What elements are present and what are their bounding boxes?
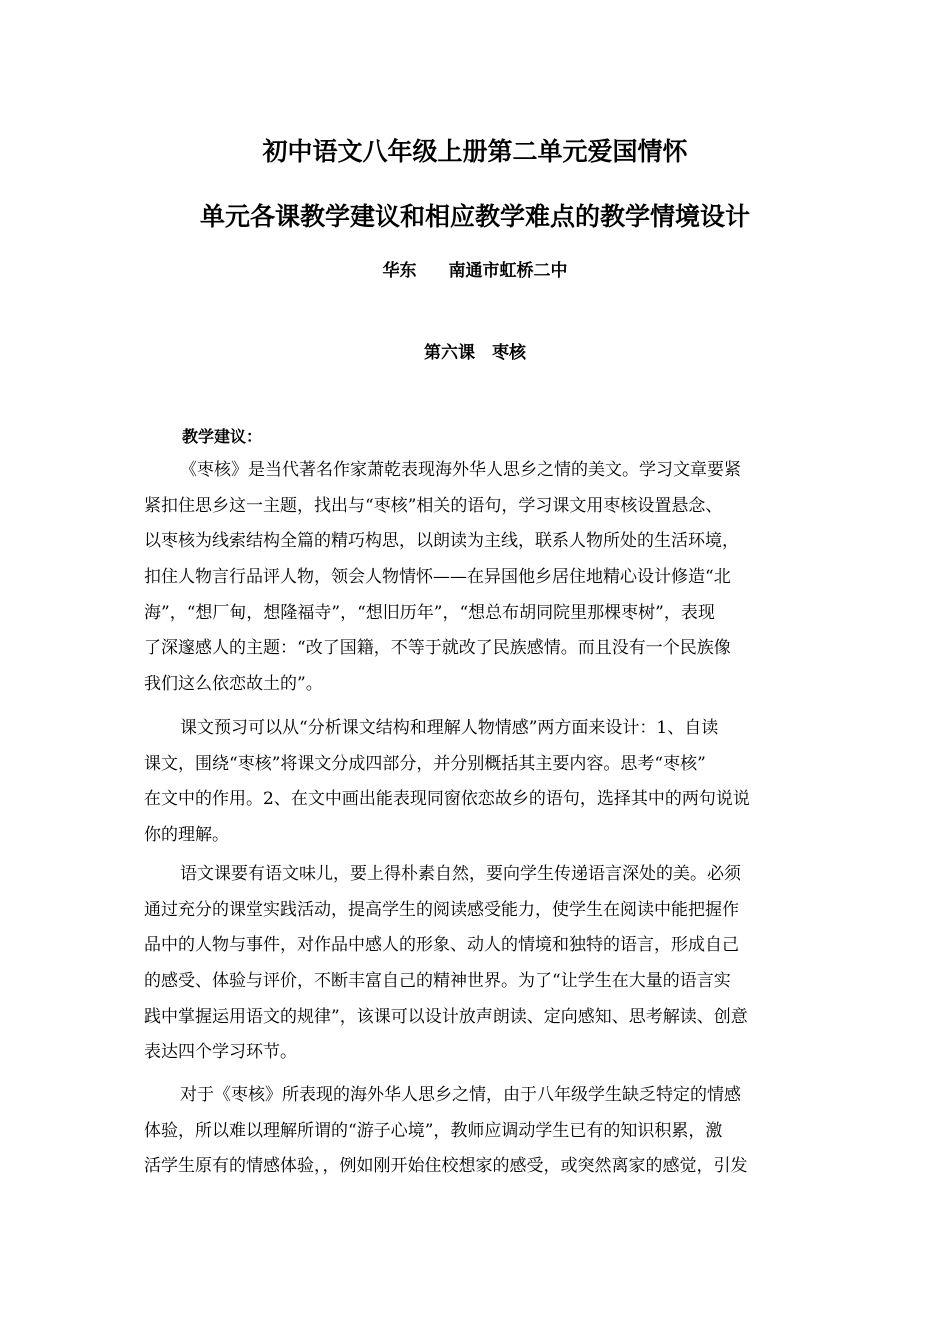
paragraph-1-block [144,453,806,703]
paragraph-line: 了深邃感人的主题：“改了国籍，不等于就改了民族感情。而且没有一个民族像 [144,638,731,659]
paragraph-line: 通过充分的课堂实践活动，提高学生的阅读感受能力，使学生在阅读中能把握作 [144,899,739,920]
paragraph-line: 表达四个学习环节。 [144,1042,297,1063]
paragraph-line: 对于《枣核》所表现的海外华人思乡之情，由于八年级学生缺乏特定的情感 [180,1085,741,1105]
paragraph-line: 以枣核为线索结构全篇的精巧构思，以朗读为主线，联系人物所处的生活环境， [144,531,739,552]
paragraph-line: 我们这么依恋故土的”。 [144,674,323,695]
paragraph-line: 《枣核》是当代著名作家萧乾表现海外华人思乡之情的美文。学习文章要紧 [180,460,741,480]
paragraph-line: 课文，围绕“枣核”将课文分成四部分，并分别概括其主要内容。思考“枣核” [144,753,706,774]
paragraph-line: 你的理解。 [144,825,229,846]
paragraph-line: 扣住人物言行品评人物，领会人物情怀——在异国他乡居住地精心设计修造“北 [144,567,731,588]
author-name: 华东 [382,261,417,281]
paragraph-3-block [144,857,806,1071]
paragraph-line: 紧扣住思乡这一主题，找出与“枣核”相关的语句，学习课文用枣核设置悬念、 [144,495,723,516]
paragraph-line: 在文中的作用。2、在文中画出能表现同窗依恋故乡的语句，选择其中的两句说说 [144,789,750,810]
author-school: 南通市虹桥二中 [448,261,568,281]
paragraph-line: 海”，“想厂甸，想隆福寺”，“想旧历年”，“想总布胡同院里那棵枣树”，表现 [144,602,715,623]
author-line [0,258,950,284]
paragraph-line: 语文课要有语文味儿，要上得朴素自然，要向学生传递语言深处的美。必须 [180,864,741,884]
paragraph-line: 品中的人物与事件，对作品中感人的形象、动人的情境和独特的语言，形成自己 [144,935,739,956]
section-label: 教学建议： [182,427,263,446]
document-title-line-2: 单元各课教学建议和相应教学难点的教学情境设计 [199,202,750,231]
document-title-line-1: 初中语文八年级上册第二单元爱国情怀 [262,137,688,166]
paragraph-line: 践中掌握运用语文的规律”，该课可以设计放声朗读、定向感知、思考解读、创意 [144,1006,748,1027]
paragraph-line: 体验，所以难以理解所谓的“游子心境”，教师应调动学生已有的知识积累，激 [144,1120,723,1141]
paragraph-line: 课文预习可以从“分析课文结构和理解人物情感”两方面来设计：1、自读 [180,718,719,738]
paragraph-line: 的感受、体验与评价，不断丰富自己的精神世界。为了“让学生在大量的语言实 [144,971,731,992]
paragraph-2-block [144,711,806,854]
paragraph-line: 活学生原有的情感体验，，例如刚开始住校想家的感受，或突然离家的感觉，引发 [144,1156,748,1177]
paragraph-4-block [144,1078,806,1185]
lesson-title: 第六课 枣核 [424,343,526,363]
